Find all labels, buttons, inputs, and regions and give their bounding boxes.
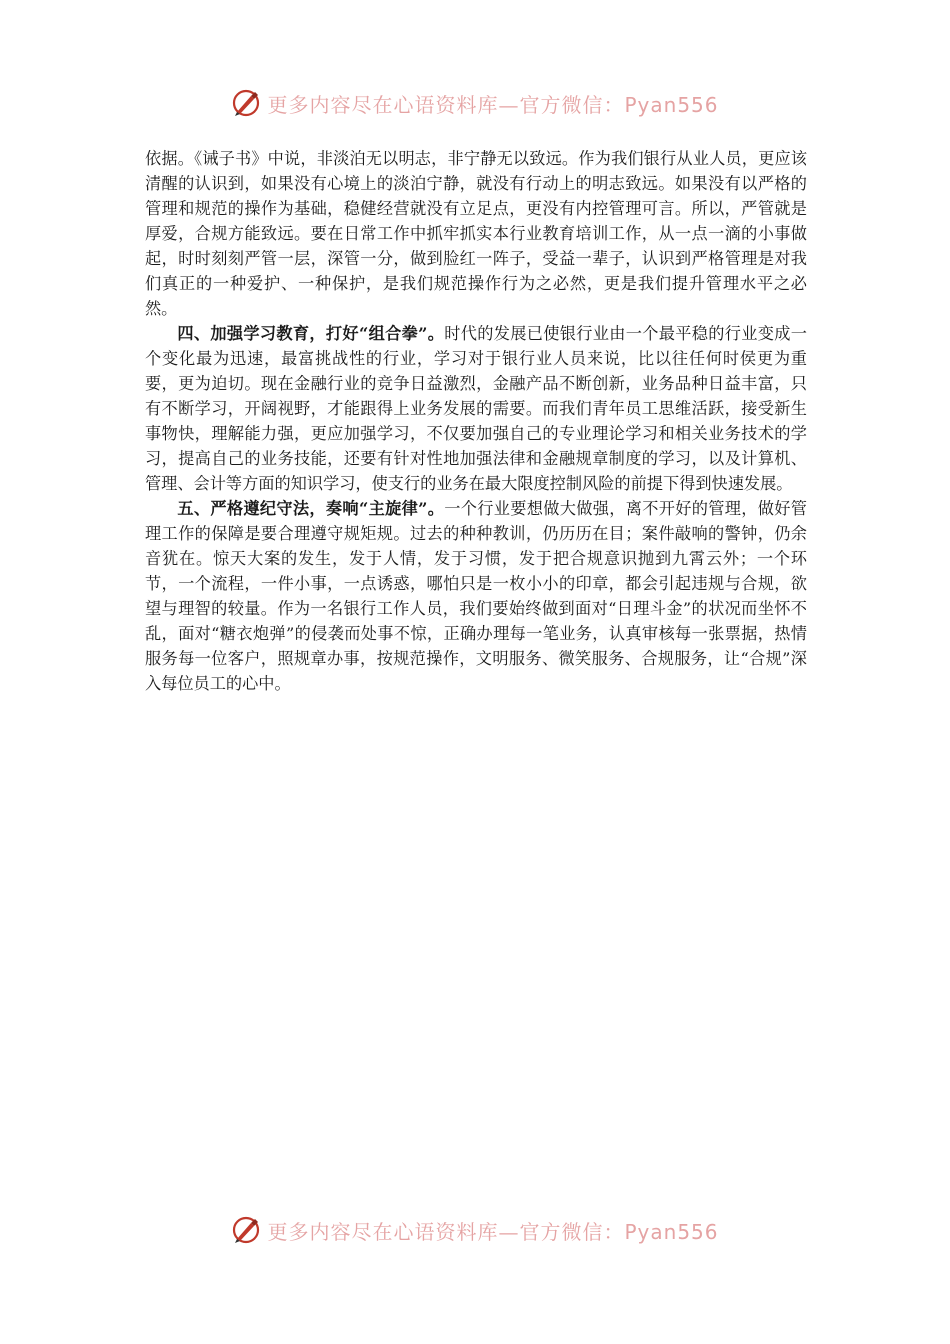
section-heading: 五、严格遵纪守法，奏响“主旋律”。 <box>177 499 445 518</box>
paragraph-body: 一个行业要想做大做强，离不开好的管理，做好管理工作的保障是要合理遵守规矩规。过去的种种教训，仍历历在目；案件敲响的警钟，仍余音犹在。惊天大案的发生，发于人情，发于习惯，发于把合规意识抛到九霄云外；一个环节，一个流程，一件小事，一点诱惑，哪怕只是一枚小小的印章，都会引起违规与合规，欲望与理智的较量。作为一名银行工作人员，我们要始终做到面对“日理斗金”的状况而坐怀不乱，面对“糖衣炮弹”的侵袭而处事不惊，正确办理每一笔业务，认真审核每一张票据，热情服务每一位客户，照规章办事，按规范操作，文明服务、微笑服务、合规服务，让“合规”深入每位员工的心中。 <box>145 499 807 693</box>
paragraph-body: 时代的发展已使银行业由一个最平稳的行业变成一个变化最为迅速，最富挑战性的行业，学习对于银行业人员来说，比以往任何时侯更为重要，更为迫切。现在金融行业的竞争日益激烈，金融产品不断创新，业务品种日益丰富，只有不断学习，开阔视野，才能跟得上业务发展的需要。而我们青年员工思维活跃，接受新生事物快，理解能力强，更应加强学习，不仅要加强自己的专业理论学习和相关业务技术的学习，提高自己的业务技能，还要有针对性地加强法律和金融规章制度的学习，以及计算机、管理、会计等方面的知识学习，使支行的业务在最大限度控制风险的前提下得到快速发展。 <box>145 324 807 493</box>
document-body <box>145 146 807 696</box>
paragraph-continued <box>145 146 807 321</box>
paragraph-body: 依据。《诫子书》中说，非淡泊无以明志，非宁静无以致远。作为我们银行从业人员，更应该清醒的认识到，如果没有心境上的淡泊宁静，就没有行动上的明志致远。如果没有以严格的管理和规范的操作为基础，稳健经营就没有立足点，更没有内控管理可言。所以，严管就是厚爱，合规方能致远。要在日常工作中抓牢抓实本行业教育培训工作，从一点一滴的小事做起，时时刻刻严管一层，深管一分，做到脸红一阵子，受益一辈子，认识到严格管理是对我们真正的一种爱护、一种保护，是我们规范操作行为之必然，更是我们提升管理水平之必然。 <box>145 149 807 318</box>
banner-text: 更多内容尽在心语资料库—官方微信：Pyan556 <box>267 1219 719 1244</box>
section-heading: 四、加强学习教育，打好“组合拳”。 <box>177 324 445 343</box>
pen-circle-logo-icon <box>231 88 261 118</box>
wechat-id: Pyan556 <box>624 92 719 117</box>
paragraph-section-five <box>145 496 807 696</box>
footer-banner <box>0 1210 950 1250</box>
header-banner <box>0 83 950 123</box>
banner-text: 更多内容尽在心语资料库—官方微信：Pyan556 <box>267 92 719 117</box>
paragraph-section-four <box>145 321 807 496</box>
pen-circle-logo-icon <box>231 1215 261 1245</box>
wechat-id: Pyan556 <box>624 1219 719 1244</box>
